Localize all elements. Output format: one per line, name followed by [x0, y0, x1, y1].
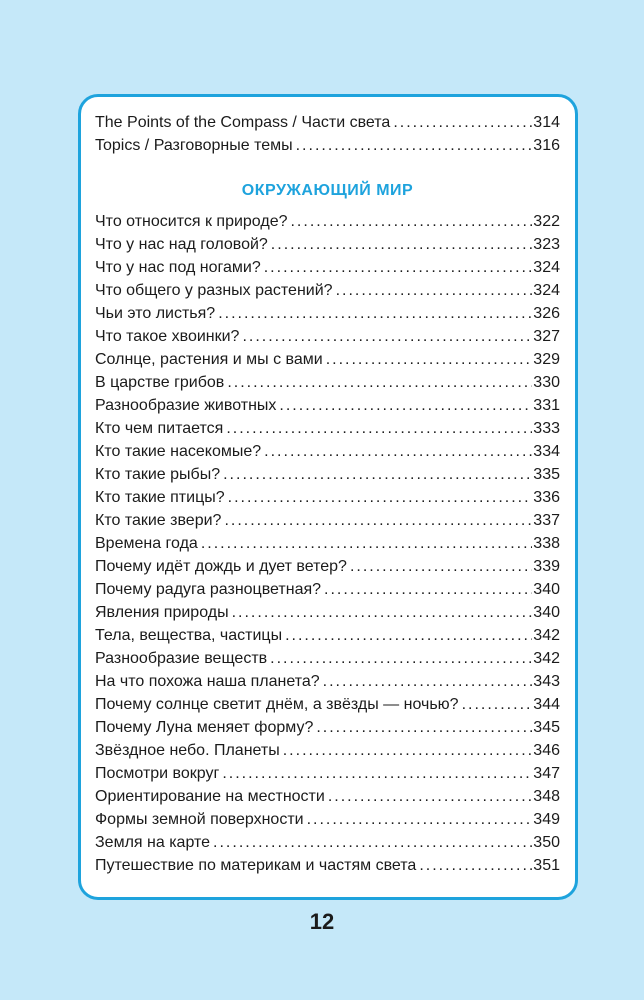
dot-leader: [271, 233, 533, 256]
toc-entry-title: Формы земной поверхности: [95, 811, 304, 828]
dot-leader: [226, 417, 532, 440]
toc-entry[interactable]: [95, 348, 560, 371]
toc-entry[interactable]: [95, 394, 560, 417]
page-number: 12: [309, 909, 335, 934]
toc-entry[interactable]: [95, 785, 560, 808]
dot-leader: [201, 532, 532, 555]
toc-entry-title: Почему идёт дождь и дует ветер?: [95, 558, 347, 575]
toc-entry-page: 331: [533, 397, 560, 414]
toc-entry-title: Посмотри вокруг: [95, 765, 220, 782]
toc-entry-page: 344: [533, 696, 560, 713]
toc-entry-title: Кто такие рыбы?: [95, 466, 221, 483]
toc-entry-page: 340: [533, 604, 560, 621]
toc-entry-title: На что похожа наша планета?: [95, 673, 320, 690]
toc-entry-page: 343: [533, 673, 560, 690]
section-entries-list: [95, 210, 560, 877]
toc-entry[interactable]: [95, 486, 560, 509]
toc-entry-page: 314: [533, 114, 560, 131]
toc-entry-title: Что общего у разных растений?: [95, 282, 333, 299]
toc-entry-page: 349: [533, 811, 560, 828]
dot-leader: [228, 486, 533, 509]
dot-leader: [393, 111, 532, 134]
toc-entry-title: Ориентирование на местности: [95, 788, 325, 805]
toc-entry-title: The Points of the Compass / Части света: [95, 114, 391, 131]
dot-leader: [326, 348, 533, 371]
toc-entry-title: В царстве грибов: [95, 374, 225, 391]
toc-entry-page: 342: [533, 650, 560, 667]
dot-leader: [323, 670, 533, 693]
dot-leader: [316, 716, 532, 739]
toc-entry-page: 323: [533, 236, 560, 253]
dot-leader: [224, 509, 532, 532]
toc-entry-page: 324: [533, 259, 560, 276]
toc-entry-page: 335: [533, 466, 560, 483]
toc-entry-title: Чьи это листья?: [95, 305, 216, 322]
toc-entry[interactable]: [95, 693, 560, 716]
toc-entry-title: Разнообразие животных: [95, 397, 277, 414]
toc-entry-title: Что у нас под ногами?: [95, 259, 261, 276]
toc-entry[interactable]: [95, 716, 560, 739]
toc-entry-title: Путешествие по материкам и частям света: [95, 857, 417, 874]
dot-leader: [223, 463, 532, 486]
toc-entry[interactable]: [95, 233, 560, 256]
toc-entry-page: 333: [533, 420, 560, 437]
toc-entry-title: Что относится к природе?: [95, 213, 288, 230]
dot-leader: [462, 693, 533, 716]
dot-leader: [350, 555, 532, 578]
toc-entry-title: Тела, вещества, частицы: [95, 627, 283, 644]
toc-entry[interactable]: [95, 509, 560, 532]
toc-entry[interactable]: [95, 256, 560, 279]
toc-entry-page: 322: [533, 213, 560, 230]
toc-entry-page: 340: [533, 581, 560, 598]
dot-leader: [296, 134, 533, 157]
dot-leader: [336, 279, 533, 302]
toc-entry-page: 324: [533, 282, 560, 299]
toc-entry-title: Кто такие птицы?: [95, 489, 225, 506]
contents-panel: [78, 94, 578, 900]
dot-leader: [279, 394, 532, 417]
toc-entry[interactable]: [95, 134, 560, 157]
toc-entry-title: Кто такие насекомые?: [95, 443, 262, 460]
toc-entry-page: 329: [533, 351, 560, 368]
toc-entry-page: 347: [533, 765, 560, 782]
dot-leader: [227, 371, 532, 394]
toc-entry[interactable]: [95, 371, 560, 394]
toc-entry[interactable]: [95, 854, 560, 877]
toc-entry[interactable]: [95, 440, 560, 463]
toc-entry-title: Почему солнце светит днём, а звёзды — ночью?: [95, 696, 459, 713]
toc-entry-page: 334: [533, 443, 560, 460]
toc-entry[interactable]: [95, 578, 560, 601]
dot-leader: [264, 440, 532, 463]
dot-leader: [232, 601, 533, 624]
toc-entry-page: 342: [533, 627, 560, 644]
dot-leader: [222, 762, 532, 785]
toc-entry-page: 326: [533, 305, 560, 322]
toc-entry[interactable]: [95, 532, 560, 555]
toc-entry[interactable]: [95, 831, 560, 854]
toc-entry[interactable]: [95, 279, 560, 302]
toc-entry[interactable]: [95, 463, 560, 486]
dot-leader: [419, 854, 532, 877]
toc-entry-title: Разнообразие веществ: [95, 650, 268, 667]
toc-entry-page: 345: [533, 719, 560, 736]
toc-entry-page: 346: [533, 742, 560, 759]
toc-entry-title: Что у нас над головой?: [95, 236, 268, 253]
toc-entry[interactable]: [95, 808, 560, 831]
dot-leader: [264, 256, 533, 279]
toc-entry-page: 339: [533, 558, 560, 575]
dot-leader: [290, 210, 532, 233]
toc-entry[interactable]: [95, 624, 560, 647]
top-entries-list: [95, 111, 560, 157]
dot-leader: [285, 624, 532, 647]
toc-entry-title: Почему Луна меняет форму?: [95, 719, 314, 736]
toc-entry[interactable]: [95, 762, 560, 785]
toc-entry[interactable]: [95, 647, 560, 670]
toc-entry[interactable]: [95, 111, 560, 134]
dot-leader: [218, 302, 532, 325]
toc-entry[interactable]: [95, 417, 560, 440]
toc-entry-title: Кто чем питается: [95, 420, 224, 437]
dot-leader: [242, 325, 532, 348]
toc-entry-page: 330: [533, 374, 560, 391]
toc-entry-page: 336: [533, 489, 560, 506]
dot-leader: [283, 739, 533, 762]
toc-entry-page: 351: [533, 857, 560, 874]
toc-entry-title: Звёздное небо. Планеты: [95, 742, 280, 759]
dot-leader: [307, 808, 533, 831]
toc-entry[interactable]: [95, 302, 560, 325]
toc-entry[interactable]: [95, 325, 560, 348]
dot-leader: [328, 785, 532, 808]
toc-entry-page: 338: [533, 535, 560, 552]
toc-entry-page: 316: [533, 137, 560, 154]
toc-entry-page: 348: [533, 788, 560, 805]
toc-entry[interactable]: [95, 670, 560, 693]
toc-entry-title: Что такое хвоинки?: [95, 328, 240, 345]
toc-entry-page: 337: [533, 512, 560, 529]
toc-entry-title: Topics / Разговорные темы: [95, 137, 293, 154]
toc-entry-title: Кто такие звери?: [95, 512, 222, 529]
toc-entry-page: 327: [533, 328, 560, 345]
toc-entry-page: 350: [533, 834, 560, 851]
toc-entry[interactable]: [95, 210, 560, 233]
dot-leader: [213, 831, 532, 854]
toc-entry-title: Времена года: [95, 535, 198, 552]
toc-entry-title: Почему радуга разноцветная?: [95, 581, 322, 598]
section-title: ОКРУЖАЮЩИЙ МИР: [241, 182, 414, 199]
toc-entry[interactable]: [95, 739, 560, 762]
toc-entry[interactable]: [95, 601, 560, 624]
toc-entry[interactable]: [95, 555, 560, 578]
toc-entry-title: Солнце, растения и мы с вами: [95, 351, 323, 368]
toc-entry-title: Явления природы: [95, 604, 229, 621]
dot-leader: [270, 647, 532, 670]
toc-entry-title: Земля на карте: [95, 834, 211, 851]
dot-leader: [324, 578, 532, 601]
